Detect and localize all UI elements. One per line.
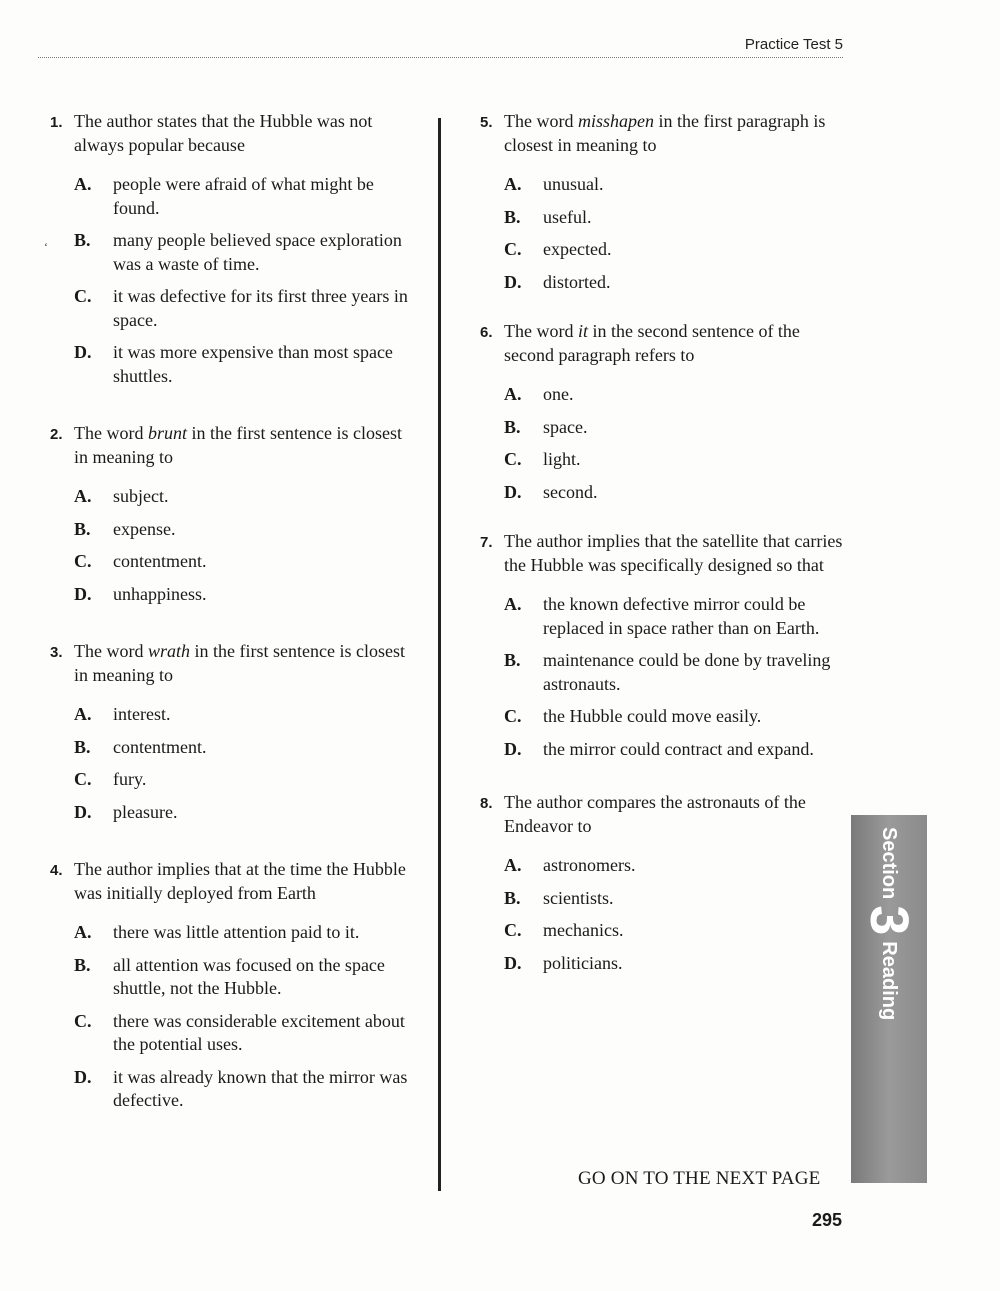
question-stem: The word brunt in the first sentence is closest in meaning to bbox=[74, 423, 402, 467]
option-a[interactable]: A. the known defective mirror could be replaced in space rather than on Earth. bbox=[504, 594, 820, 638]
option-b[interactable]: B. contentment. bbox=[74, 736, 207, 757]
option-d[interactable]: D. distorted. bbox=[504, 271, 611, 292]
header-rule bbox=[38, 57, 843, 58]
question-7 bbox=[480, 530, 845, 761]
question-number: 3. bbox=[50, 644, 63, 661]
option-c[interactable]: C. there was considerable excitement about the potential uses. bbox=[74, 1010, 405, 1054]
option-d[interactable]: D. it was already known that the mirror was defective. bbox=[74, 1066, 408, 1110]
page-number: 295 bbox=[811, 1210, 842, 1230]
question-stem: The author implies that the satellite that carries the Hubble was specifically designed so that bbox=[504, 531, 843, 575]
option-c[interactable]: C. expected. bbox=[504, 239, 612, 259]
option-b[interactable]: B. scientists. bbox=[504, 887, 614, 908]
option-a[interactable]: A. unusual. bbox=[504, 174, 604, 194]
option-a[interactable]: A. interest. bbox=[74, 704, 171, 724]
option-d[interactable]: D. it was more expensive than most space shuttles. bbox=[74, 342, 393, 386]
question-stem: The author states that the Hubble was not always popular because bbox=[74, 111, 373, 155]
option-a[interactable]: A. astronomers. bbox=[504, 855, 636, 875]
section-label: Section bbox=[878, 827, 901, 900]
option-c[interactable]: C. light. bbox=[504, 449, 581, 469]
question-number: 8. bbox=[480, 795, 493, 812]
question-6 bbox=[480, 320, 845, 504]
pencil-mark: ‘ bbox=[44, 240, 48, 254]
question-stem: The word wrath in the first sentence is closest in meaning to bbox=[74, 641, 405, 685]
question-8 bbox=[480, 791, 845, 975]
option-b[interactable]: B. useful. bbox=[504, 206, 592, 227]
question-number: 5. bbox=[480, 114, 493, 131]
column-divider bbox=[438, 118, 441, 1191]
go-on-next-page: GO ON TO THE NEXT PAGE bbox=[578, 1168, 821, 1189]
question-number: 1. bbox=[50, 114, 63, 131]
question-stem: The author compares the astronauts of the Endeavor to bbox=[504, 792, 806, 836]
option-a[interactable]: A. there was little attention paid to it. bbox=[74, 922, 360, 942]
option-a[interactable]: A. subject. bbox=[74, 486, 169, 506]
question-stem: The word misshapen in the first paragraph is closest in meaning to bbox=[504, 111, 826, 155]
page-header-title: Practice Test 5 bbox=[744, 36, 843, 53]
option-d[interactable]: D. unhappiness. bbox=[74, 583, 207, 604]
option-c[interactable]: C. it was defective for its first three years in space. bbox=[74, 286, 408, 330]
option-c[interactable]: C. mechanics. bbox=[504, 920, 624, 940]
question-1 bbox=[50, 110, 420, 388]
option-b[interactable]: B. expense. bbox=[74, 518, 176, 539]
section-tab bbox=[851, 815, 927, 1183]
right-column bbox=[480, 110, 845, 984]
option-c[interactable]: C. the Hubble could move easily. bbox=[504, 706, 762, 726]
option-b[interactable]: B. all attention was focused on the space shuttle, not the Hubble. bbox=[74, 954, 385, 998]
question-number: 6. bbox=[480, 324, 493, 341]
option-d[interactable]: D. politicians. bbox=[504, 952, 623, 973]
option-a[interactable]: A. people were afraid of what might be found. bbox=[74, 174, 374, 218]
option-d[interactable]: D. second. bbox=[504, 481, 598, 502]
option-b[interactable]: B. space. bbox=[504, 416, 588, 437]
left-column bbox=[50, 110, 420, 1122]
question-number: 2. bbox=[50, 426, 63, 443]
option-c[interactable]: C. fury. bbox=[74, 769, 147, 789]
option-c[interactable]: C. contentment. bbox=[74, 551, 207, 571]
question-number: 7. bbox=[480, 534, 493, 551]
question-2 bbox=[50, 422, 420, 606]
option-d[interactable]: D. the mirror could contract and expand. bbox=[504, 738, 814, 759]
question-4 bbox=[50, 858, 420, 1113]
option-d[interactable]: D. pleasure. bbox=[74, 801, 178, 822]
question-5 bbox=[480, 110, 845, 294]
question-number: 4. bbox=[50, 862, 63, 879]
section-number: 3 bbox=[859, 905, 919, 936]
question-stem: The word it in the second sentence of the second paragraph refers to bbox=[504, 321, 800, 365]
option-b[interactable]: B. maintenance could be done by traveling astronauts. bbox=[504, 650, 831, 694]
section-subject: Reading bbox=[878, 941, 901, 1021]
option-b[interactable]: B. many people believed space exploration was a waste of time. bbox=[74, 230, 402, 274]
option-a[interactable]: A. one. bbox=[504, 384, 574, 404]
question-stem: The author implies that at the time the Hubble was initially deployed from Earth bbox=[74, 859, 406, 903]
question-3 bbox=[50, 640, 420, 824]
